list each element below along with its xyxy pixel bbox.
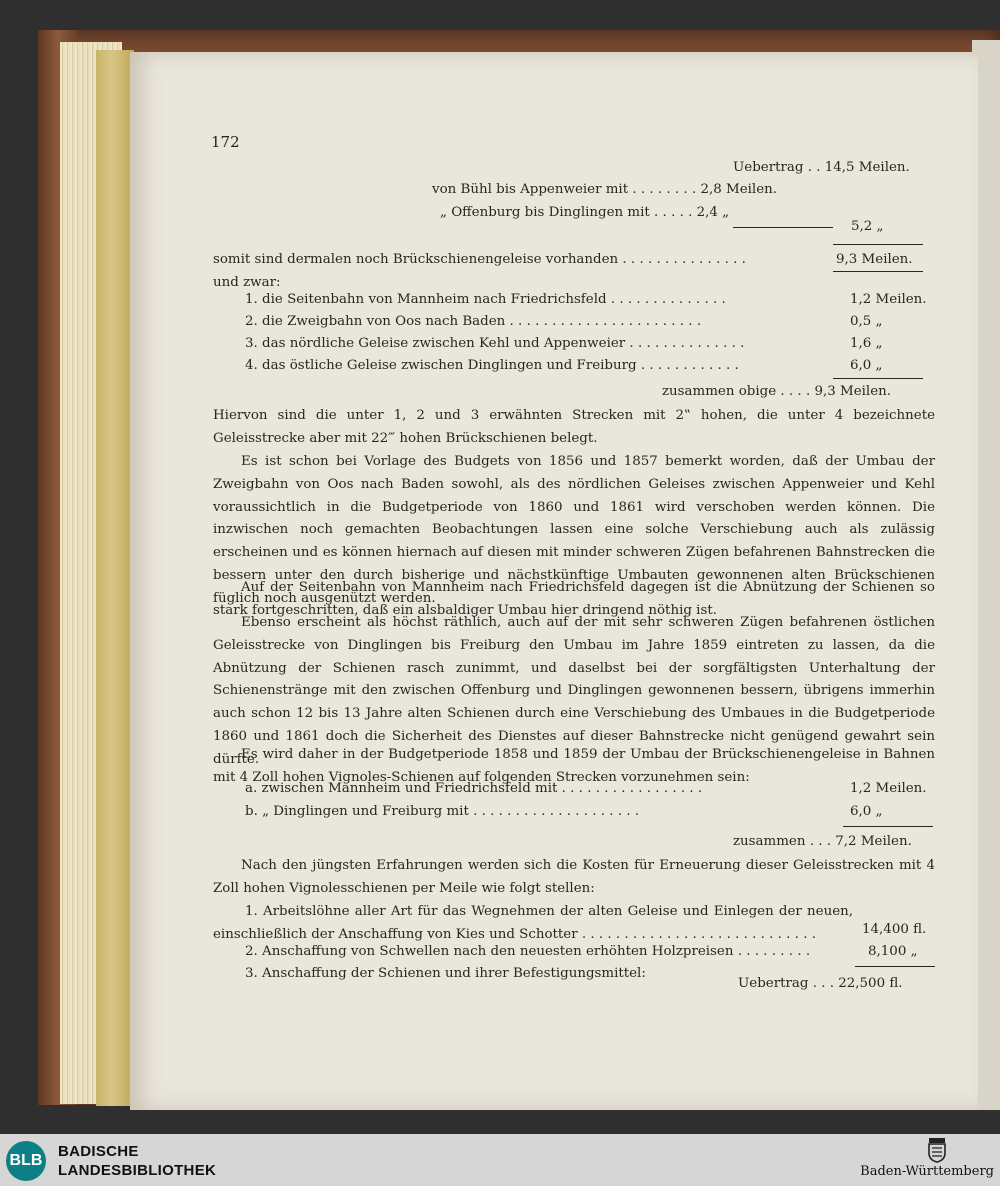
line-b-value: 6,0 „ (850, 804, 883, 819)
line-a-value: 1,2 Meilen. (850, 781, 927, 796)
state-label: Baden-Württemberg (860, 1164, 994, 1179)
cost-value-2: 8,100 „ (868, 944, 918, 959)
paragraph-6: Nach den jüngsten Erfahrungen werden sich die Kosten für Erneuerung dieser Geleisstrecken mit 4 Zoll hohen Vignolesschienen per Meile wie folgt stellen: (213, 858, 935, 896)
paragraph-4: Ebenso erscheint als höchst räthlich, auch auf der mit sehr schweren Zügen befahrenen östlichen Geleisstrecke von Dinglingen bis Freiburg den Umbau im Jahre 1859 eintreten zu lassen, da die Abnützung der Schienen rasch zunimmt, und daselbst bei der sorgfältigsten Unterhaltung der Schienenstränge mit den zwischen Offenburg und Dinglingen gewonnenen bessern, übrigens immerhin auch schon 12 bis 13 Jahre alten Schienen durch eine Verschiebung des Umbaues in die Budgetperiode 1860 und 1861 doch die Sicherheit des Dienstes auf dieser Bahnstrecke nicht genügend gewahrt sein dürfte. (213, 615, 935, 767)
paragraph-2: Es ist schon bei Vorlage des Budgets von 1856 und 1857 bemerkt worden, daß der Umbau der Zweigbahn von Oos nach Baden sowohl, als des nördlichen Geleises zwischen Appenweier und Kehl voraussichtlich in die Budgetperiode von 1860 und 1861 wird verschoben werden können. Die inzwischen noch gemachten Beobachtungen lassen eine solche Verschiebung auch als zulässig erscheinen und es können hiernach auf diesen mit minder schweren Zügen befahrenen Bahnstrecken die bessern unter den durch bisherige und nächstkünftige Umbauten gewonnenen alten Brückschienen füglich noch ausgenützt werden. (213, 454, 935, 606)
zusammen-total: zusammen . . . 7,2 Meilen. (733, 834, 912, 849)
item-4-text: 4. das östliche Geleise zwischen Dinglingen und Freiburg . . . . . . . . . . . . (245, 358, 739, 373)
uebertrag-top: Uebertrag . . 14,5 Meilen. (733, 160, 910, 175)
sum-rule-2 (833, 244, 923, 245)
item-2-text: 2. die Zweigbahn von Oos nach Baden . . . . . . . . . . . . . . . . . . . . . . . (245, 314, 702, 329)
line-offenburg: „ Offenburg bis Dinglingen mit . . . . . 2,4 „ (440, 205, 730, 220)
line-b-text: b. „ Dinglingen und Freiburg mit . . . . . . . . . . . . . . . . . . . . (245, 804, 640, 819)
gilt-edge (96, 50, 134, 1106)
somit-value: 9,3 Meilen. (836, 252, 913, 267)
item-3-value: 1,6 „ (850, 336, 883, 351)
item-4-value: 6,0 „ (850, 358, 883, 373)
library-name-line-1: BADISCHE (58, 1143, 139, 1160)
somit-text: somit sind dermalen noch Brückschienengeleise vorhanden . . . . . . . . . . . . . . . (213, 252, 746, 267)
cost-value-1: 14,400 fl. (862, 922, 927, 937)
uebertrag-bottom: Uebertrag . . . 22,500 fl. (738, 976, 903, 991)
cost-line-2: 2. Anschaffung von Schwellen nach den neuesten erhöhten Holzpreisen . . . . . . . . . (245, 944, 811, 959)
library-name-line-2: LANDESBIBLIOTHEK (58, 1162, 217, 1179)
item-1-value: 1,2 Meilen. (850, 292, 927, 307)
sum-rule-1 (733, 227, 833, 228)
zusammen-obige: zusammen obige . . . . 9,3 Meilen. (662, 384, 892, 399)
sum-rule-4 (833, 378, 923, 379)
page-number: 172 (211, 133, 240, 151)
paragraph-5: Es wird daher in der Budgetperiode 1858 und 1859 der Umbau der Brückschienengeleise in Bahnen mit 4 Zoll hohen Vignoles-Schienen auf folgenden Strecken vorzunehmen sein: (213, 747, 935, 785)
sum-rule-5 (843, 826, 933, 827)
line-a-text: a. zwischen Mannheim und Friedrichsfeld mit . . . . . . . . . . . . . . . . . (245, 781, 703, 796)
paragraph-1: Hiervon sind die unter 1, 2 und 3 erwähnten Strecken mit 2‟ hohen, die unter 4 bezeichnete Geleisstrecke aber mit 22‴ hohen Brückschienen belegt. (213, 408, 935, 446)
item-2-value: 0,5 „ (850, 314, 883, 329)
sum-1: 5,2 „ (851, 219, 884, 234)
sum-rule-3 (833, 271, 923, 272)
cost-line-1: 1. Arbeitslöhne aller Art für das Wegnehmen der alten Geleise und Einlegen der neuen, einschließlich der Anschaffung von Kies und Schotter . . . . . . . . . . . . . . . . . . . . . . . . . . . . (213, 904, 853, 942)
item-1-text: 1. die Seitenbahn von Mannheim nach Friedrichsfeld . . . . . . . . . . . . . . (245, 292, 726, 307)
und-zwar: und zwar: (213, 275, 281, 290)
paragraph-3: Auf der Seitenbahn von Mannheim nach Friedrichsfeld dagegen ist die Abnützung der Schienen so stark fortgeschritten, daß ein alsbaldiger Umbau hier dringend nöthig ist. (213, 580, 935, 618)
item-3-text: 3. das nördliche Geleise zwischen Kehl und Appenweier . . . . . . . . . . . . . . (245, 336, 745, 351)
line-buehl: von Bühl bis Appenweier mit . . . . . . . . 2,8 Meilen. (432, 182, 778, 197)
blb-logo: BLB (6, 1141, 46, 1181)
cost-line-3: 3. Anschaffung der Schienen und ihrer Befestigungsmittel: (245, 966, 646, 981)
coat-of-arms-icon (926, 1137, 948, 1163)
sum-rule-6 (855, 966, 935, 967)
